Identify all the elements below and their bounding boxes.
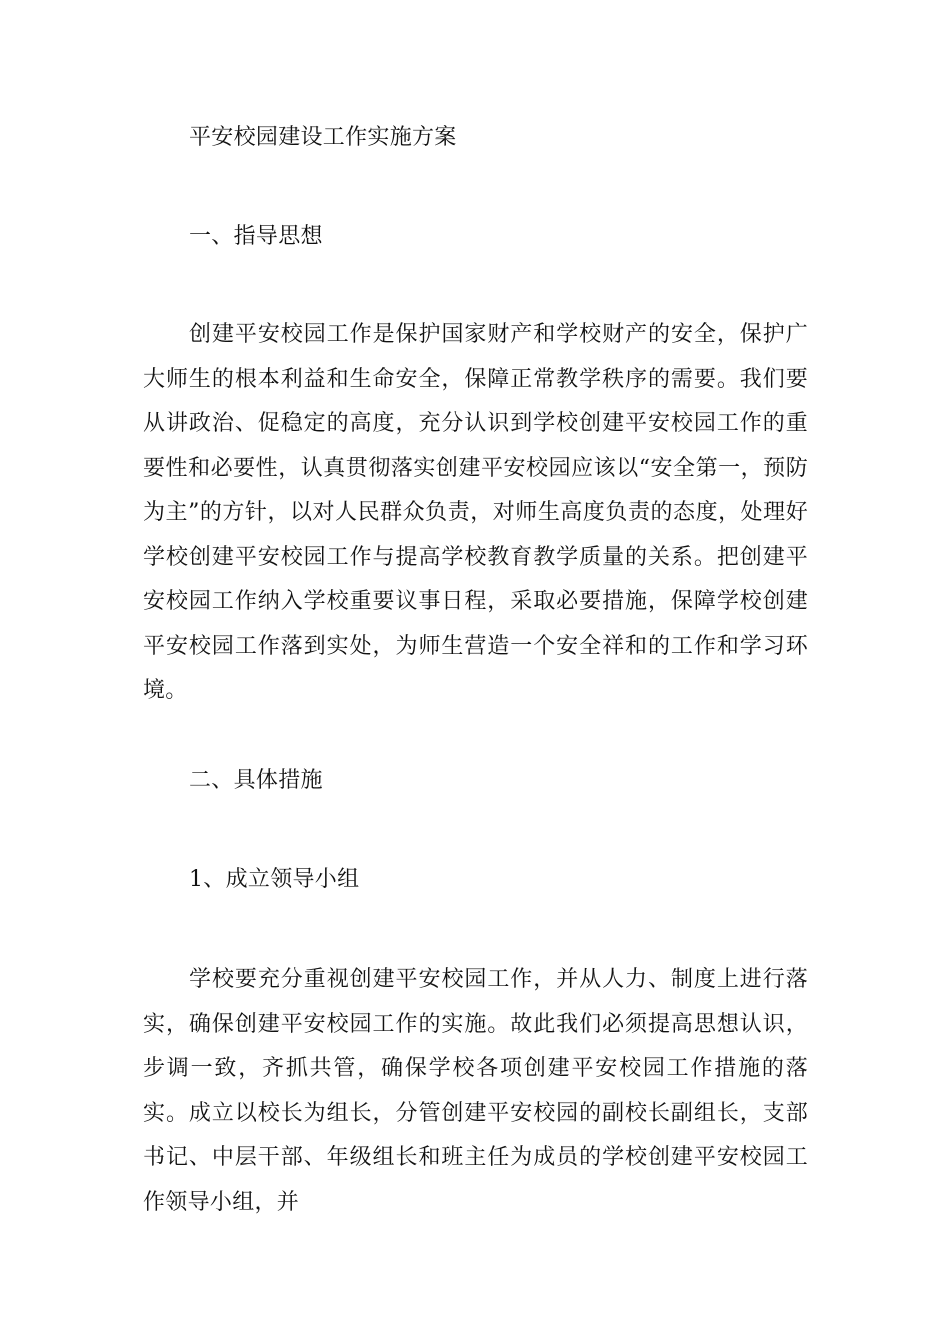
section-heading-specific-measures: 二、具体措施	[189, 768, 323, 793]
section-heading-guiding-ideology: 一、指导思想	[189, 224, 323, 249]
section-paragraph-guiding-ideology: 创建平安校园工作是保护国家财产和学校财产的安全，保护广大师生的根本利益和生命安全，保障正常教学秩序的需要。我们要从讲政治、促稳定的高度，充分认识到学校创建平安校园工作的重要性和必要性，认真贯彻落实创建平安校园应该以“安全第一，预防为主”的方针，以对人民群众负责，对师生高度负责的态度，处理好学校创建平安校园工作与提高学校教育教学质量的关系。把创建平安校园工作纳入学校重要议事日程，采取必要措施，保障学校创建平安校园工作落到实处，为师生营造一个安全祥和的工作和学习环境。	[143, 322, 808, 703]
subsection-paragraph-leadership-group: 学校要充分重视创建平安校园工作，并从人力、制度上进行落实，确保创建平安校园工作的实施。故此我们必须提高思想认识，步调一致，齐抓共管，确保学校各项创建平安校园工作措施的落实。成立以校长为组长，分管创建平安校园的副校长副组长，支部书记、中层干部、年级组长和班主任为成员的学校创建平安校园工作领导小组，并	[143, 967, 808, 1215]
subsection-heading-leadership-group: 1、成立领导小组	[189, 867, 360, 892]
document-title: 平安校园建设工作实施方案	[189, 125, 457, 150]
